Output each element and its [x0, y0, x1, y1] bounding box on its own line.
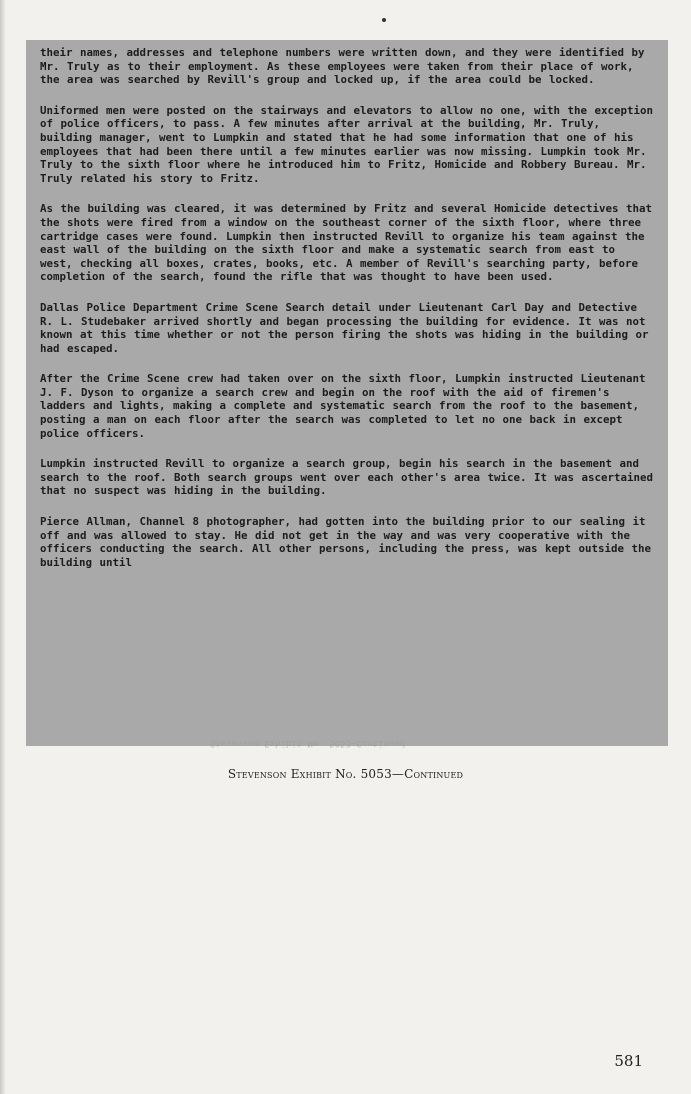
paragraph-5: After the Crime Scene crew had taken over on the sixth floor, Lumpkin instructed Lieutenant J. F. Dyson to organize a search crew and begin on the roof with the aid of firemen's ladders and lights, making a complete and systematic search from the roof to the basement, posting a man on each floor after the search was completed to let no one back in except police officers. [40, 372, 646, 440]
paragraph-2: Uniformed men were posted on the stairways and elevators to allow no one, with the exception of police officers, to pass. A few minutes after arrival at the building, Mr. Truly, building manager, went to Lumpkin and stated that he had some information that one of his employees that had been there until a few minutes earlier was now missing. Lumpkin took Mr. Truly to the sixth floor where he introduced him to Fritz, Homicide and Robbery Bureau. Mr. Truly related his story to Fritz. [40, 103, 654, 185]
bleed-through-text: Stevenson Exhibit No. 5053—Continued [210, 738, 406, 748]
page-number: 581 [614, 1052, 643, 1070]
exhibit-caption: Stevenson Exhibit No. 5053—Continued [227, 767, 464, 781]
page-edge-shadow [0, 0, 6, 1094]
paragraph-7: Pierce Allman, Channel 8 photographer, had gotten into the building prior to our sealing it off and was allowed to stay. He did not get in the way and was very cooperative with the officers conducting the search. All other persons, including the press, was kept outside the building until [40, 515, 652, 569]
typed-document-photo [26, 40, 668, 746]
paragraph-6: Lumpkin instructed Revill to organize a search group, begin his search in the basement and search to the roof. Both search groups went over each other's area twice. It was ascertained that no suspect was hiding in the building. [40, 457, 654, 498]
paragraph-3: As the building was cleared, it was determined by Fritz and several Homicide detectives that the shots were fired from a window on the southeast corner of the sixth floor, where three cartridge cases were found. Lumpkin then instructed Revill to organize his team against the east wall of the building on the sixth floor and make a systematic search from east to west, checking all boxes, crates, books, etc. A member of Revill's searching party, before completion of the search, found the rifle that was thought to have been used. [40, 202, 653, 284]
scan-speck [382, 18, 386, 22]
paragraph-4: Dallas Police Department Crime Scene Search detail under Lieutenant Carl Day and Detective R. L. Studebaker arrived shortly and began processing the building for evidence. It was not known at this time whether or not the person firing the shots was hiding in the building or had escaped. [40, 300, 649, 355]
paragraph-1: their names, addresses and telephone numbers were written down, and they were identified by Mr. Truly as to their employment. As these employees were taken from their place of work, the area was searched by Revill's group and locked up, if the area could be locked. [40, 46, 645, 87]
